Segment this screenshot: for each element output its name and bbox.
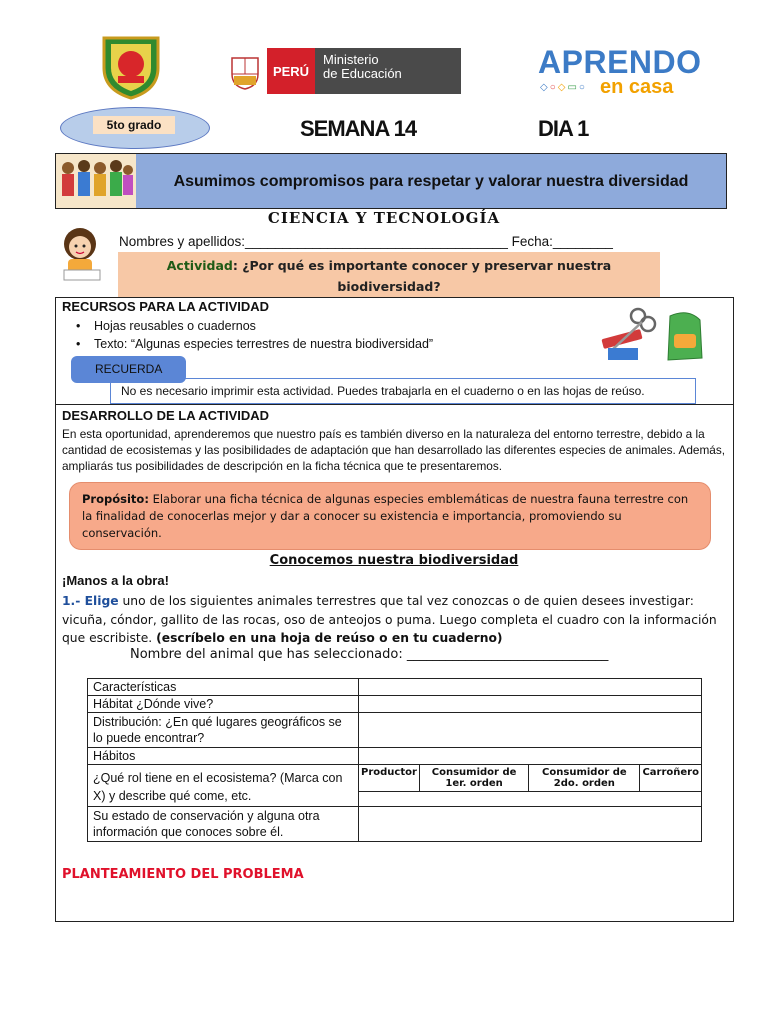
role-carronero[interactable]: Carroñero [640, 765, 702, 792]
table-row-label: ¿Qué rol tiene en el ecosistema? (Marca con X) y describe qué come, etc. [88, 765, 359, 807]
table-row [88, 679, 702, 696]
table-row-label: Su estado de conservación y alguna otra información que conoces sobre él. [88, 807, 359, 842]
table-answer-cell[interactable] [359, 696, 702, 713]
table-answer-cell[interactable] [359, 792, 702, 807]
title-banner [55, 153, 727, 209]
table-row-label: Características [88, 679, 359, 696]
table-answer-cell[interactable] [359, 679, 702, 696]
aprendo-en-casa-logo [538, 44, 702, 106]
question-1-text: uno de los siguientes animales terrestres que tal vez conozcas o de quien desees investigar: vicuña, cóndor, gallito de las rocas, oso de anteojos o puma. Luego completa el cuadro con la información que escribiste. [62, 594, 717, 645]
manos-a-la-obra: ¡Manos a la obra! [62, 573, 169, 588]
ministerio-label [315, 48, 461, 94]
proposito-box [69, 482, 711, 550]
role-consumidor-2[interactable]: Consumidor de 2do. orden [529, 765, 640, 792]
conocemos-heading: Conocemos nuestra biodiversidad [269, 553, 519, 568]
proposito-text: Elaborar una ficha técnica de algunas especies emblemáticas de nuestra fauna terrestre con la finalidad de conocerlas mejor y dar a conocer su existencia e importancia, promoviendo su conservación. [82, 492, 689, 540]
table-row [88, 696, 702, 713]
table-row [88, 807, 702, 842]
recuerda-label: RECUERDA [71, 356, 186, 383]
role-productor[interactable]: Productor [359, 765, 420, 792]
ficha-tecnica-table [87, 678, 702, 842]
page-title: Asumimos compromisos para respetar y valorar nuestra diversidad [136, 154, 726, 208]
proposito-label: Propósito: [82, 492, 149, 506]
school-shield-logo [96, 30, 166, 100]
desarrollo-body: En esta oportunidad, aprenderemos que nuestro país es también diverso en la naturaleza del entorno terrestre, debido a la cantidad de ecosistemas y las posibilidades de adaptación que han desarrollado las diferentes especies de animales. Además, ampliarás tus posibilidades de descripción en la ficha técnica que te presentaremos. [62, 427, 726, 473]
role-consumidor-1[interactable]: Consumidor de 1er. orden [419, 765, 528, 792]
aprendo-title: APRENDO [538, 44, 702, 80]
actividad-question: : ¿Por qué es importante conocer y preservar nuestra biodiversidad? [232, 258, 612, 294]
recurso-item-text: Hojas reusables o cuadernos [94, 319, 256, 333]
actividad-box [118, 252, 660, 298]
table-row [88, 713, 702, 748]
question-1-note: (escríbelo en una hoja de reúso o en tu cuaderno) [156, 631, 503, 645]
student-name-line: Nombres y apellidos:___________________________________ Fecha:________ [119, 234, 613, 249]
grado-label: 5to grado [93, 116, 175, 134]
ministerio-educacion-logo [227, 48, 461, 94]
en-casa-label: en casa [600, 76, 674, 98]
recurso-item: • Hojas reusables o cuadernos [76, 319, 256, 333]
table-answer-cell[interactable] [359, 713, 702, 748]
table-row-label: Distribución: ¿En qué lugares geográficos se lo puede encontrar? [88, 713, 359, 748]
girl-writing-illustration [56, 222, 108, 282]
animal-name-line: Nombre del animal que has seleccionado: _______________________________ [130, 647, 609, 662]
recurso-item-text: Texto: “Algunas especies terrestres de nuestra biodiversidad” [94, 337, 434, 351]
question-1 [62, 592, 728, 648]
ministerio-line1: Ministerio [323, 52, 379, 67]
dots-decoration: ◇○◇▭○ [540, 82, 587, 93]
ministerio-line2: de Educación [323, 66, 402, 81]
dia-label: DIA 1 [538, 116, 589, 141]
section-divider [55, 404, 734, 405]
table-row [88, 765, 702, 792]
planteamiento-heading: PLANTEAMIENTO DEL PROBLEMA [62, 867, 304, 882]
question-1-number: 1.- Elige [62, 594, 119, 608]
recuerda-note: No es necesario imprimir esta actividad. Puedes trabajarla en el cuaderno o en las hojas de reúso. [110, 378, 696, 404]
table-answer-cell[interactable] [359, 748, 702, 765]
table-row-label: Hábitos [88, 748, 359, 765]
people-group-image [56, 154, 136, 208]
semana-label: SEMANA 14 [300, 116, 417, 141]
recursos-title: RECURSOS PARA LA ACTIVIDAD [62, 299, 270, 314]
actividad-label: Actividad [166, 258, 233, 273]
peru-coat-of-arms-icon [227, 52, 263, 90]
recurso-item: • Texto: “Algunas especies terrestres de nuestra biodiversidad” [76, 337, 434, 351]
peru-label: PERÚ [267, 48, 315, 94]
desarrollo-title: DESARROLLO DE LA ACTIVIDAD [62, 408, 270, 423]
table-row-label: Hábitat ¿Dónde vive? [88, 696, 359, 713]
school-supplies-illustration [600, 306, 710, 364]
table-row [88, 748, 702, 765]
table-answer-cell[interactable] [359, 807, 702, 842]
subject-heading: CIENCIA Y TECNOLOGÍA [267, 209, 501, 227]
actividad-text [118, 255, 660, 297]
